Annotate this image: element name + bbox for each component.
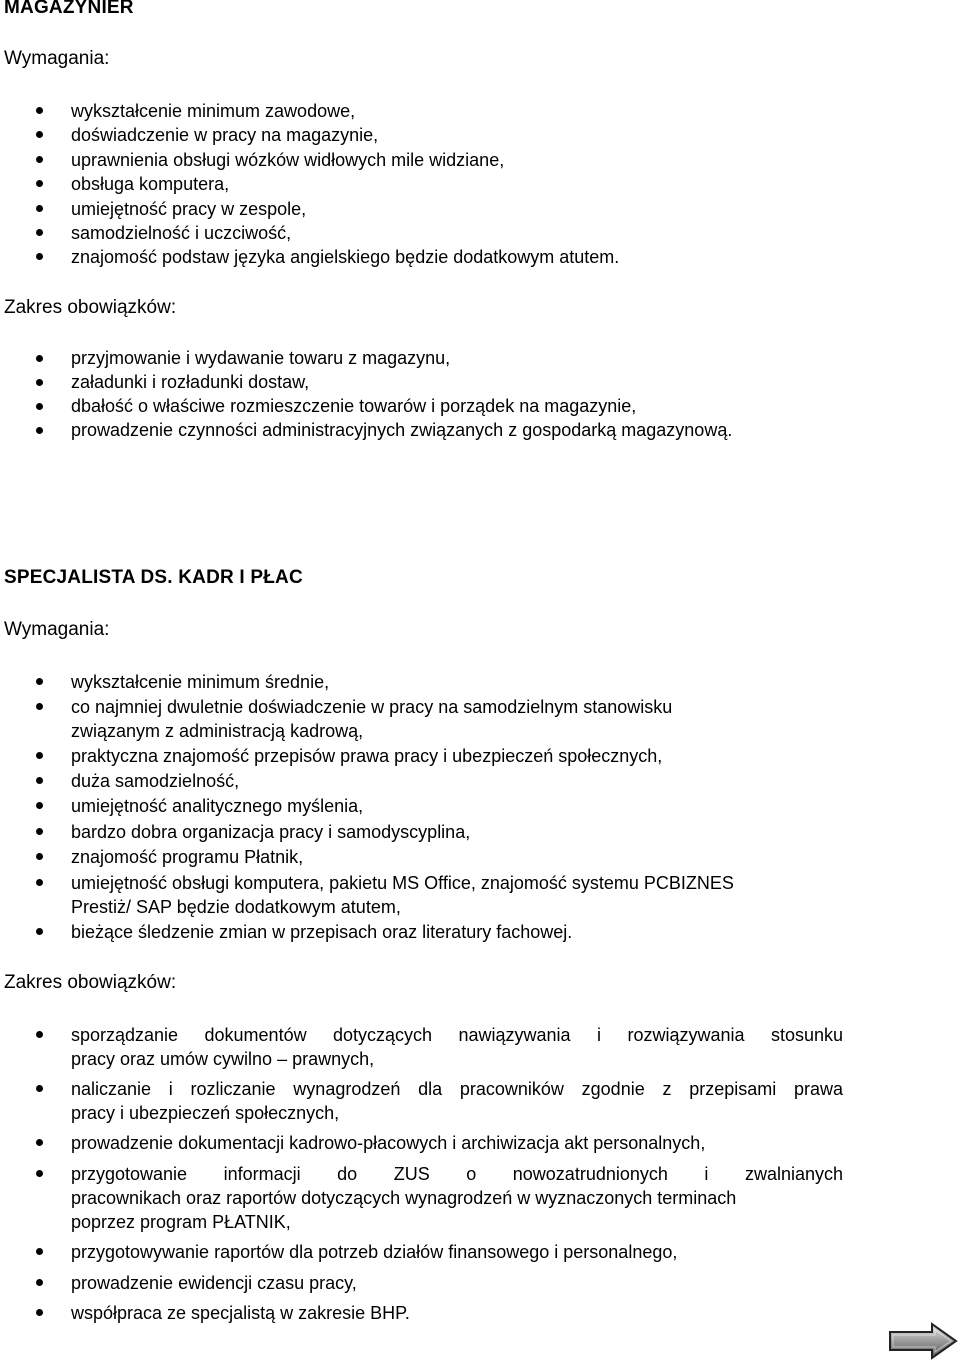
- list-item: współpraca ze specjalistą w zakresie BHP.: [71, 1303, 410, 1323]
- arrow-right-icon[interactable]: [888, 1322, 958, 1360]
- bullet: [36, 1085, 43, 1092]
- bullet: [36, 180, 43, 187]
- list-item: znajomość podstaw języka angielskiego będzie dodatkowym atutem.: [71, 247, 620, 267]
- section-title-specjalista: SPECJALISTA DS. KADR I PŁAC: [4, 567, 303, 588]
- bullet: [36, 752, 43, 759]
- bullet: [36, 1279, 43, 1286]
- list-item: umiejętność pracy w zespole,: [71, 199, 307, 219]
- bullet: [36, 678, 43, 685]
- bullet: [36, 1309, 43, 1316]
- list-item: samodzielność i uczciwość,: [71, 223, 292, 243]
- bullet: [36, 229, 43, 236]
- list-item: znajomość programu Płatnik,: [71, 847, 304, 867]
- bullet: [36, 802, 43, 809]
- bullet: [36, 1170, 43, 1177]
- list-item: sporządzanie dokumentów dotyczących nawiązywania i rozwiązywania stosunku: [71, 1025, 843, 1045]
- list-item-continuation: Prestiż/ SAP będzie dodatkowym atutem,: [71, 897, 401, 917]
- bullet: [36, 703, 43, 710]
- list-item: duża samodzielność,: [71, 771, 240, 791]
- list-item: wykształcenie minimum średnie,: [71, 672, 330, 692]
- list-item-continuation: pracy oraz umów cywilno – prawnych,: [71, 1049, 375, 1069]
- list-item: bieżące śledzenie zmian w przepisach oraz literatury fachowej.: [71, 922, 573, 942]
- list-item: uprawnienia obsługi wózków widłowych mile widziane,: [71, 150, 505, 170]
- list-item: załadunki i rozładunki dostaw,: [71, 372, 310, 392]
- list-item: umiejętność obsługi komputera, pakietu MS Office, znajomość systemu PCBIZNES: [71, 873, 734, 893]
- bullet: [36, 1248, 43, 1255]
- bullet: [36, 107, 43, 114]
- list-item: przyjmowanie i wydawanie towaru z magazynu,: [71, 348, 451, 368]
- bullet: [36, 1139, 43, 1146]
- list-item: umiejętność analitycznego myślenia,: [71, 796, 364, 816]
- list-item: obsługa komputera,: [71, 174, 230, 194]
- duties-heading: Zakres obowiązków:: [4, 297, 177, 318]
- bullet: [36, 928, 43, 935]
- bullet: [36, 379, 43, 386]
- bullet: [36, 403, 43, 410]
- section-title-magazynier: MAGAZYNIER: [4, 0, 134, 18]
- list-item: praktyczna znajomość przepisów prawa pracy i ubezpieczeń społecznych,: [71, 746, 663, 766]
- list-item-continuation: pracownikach oraz raportów dotyczących wynagrodzeń w wyznaczonych terminach: [71, 1188, 737, 1208]
- bullet: [36, 777, 43, 784]
- list-item: co najmniej dwuletnie doświadczenie w pracy na samodzielnym stanowisku: [71, 697, 673, 717]
- list-item: wykształcenie minimum zawodowe,: [71, 101, 356, 121]
- list-item: doświadczenie w pracy na magazynie,: [71, 125, 379, 145]
- requirements-heading: Wymagania:: [4, 619, 110, 640]
- bullet: [36, 828, 43, 835]
- duties-heading: Zakres obowiązków:: [4, 972, 177, 993]
- bullet: [36, 879, 43, 886]
- list-item: dbałość o właściwe rozmieszczenie towarów i porządek na magazynie,: [71, 396, 637, 416]
- list-item: bardzo dobra organizacja pracy i samodyscyplina,: [71, 822, 471, 842]
- bullet: [36, 1031, 43, 1038]
- requirements-heading: Wymagania:: [4, 48, 110, 69]
- bullet: [36, 427, 43, 434]
- bullet: [36, 853, 43, 860]
- bullet: [36, 205, 43, 212]
- list-item-continuation: pracy i ubezpieczeń społecznych,: [71, 1103, 340, 1123]
- bullet: [36, 156, 43, 163]
- list-item: prowadzenie czynności administracyjnych związanych z gospodarką magazynową.: [71, 420, 733, 440]
- list-item-continuation: związanym z administracją kadrową,: [71, 721, 364, 741]
- list-item-continuation: poprzez program PŁATNIK,: [71, 1212, 291, 1232]
- list-item: naliczanie i rozliczanie wynagrodzeń dla pracowników zgodnie z przepisami prawa: [71, 1079, 843, 1099]
- bullet: [36, 253, 43, 260]
- list-item: prowadzenie ewidencji czasu pracy,: [71, 1273, 357, 1293]
- list-item: prowadzenie dokumentacji kadrowo-płacowych i archiwizacja akt personalnych,: [71, 1133, 706, 1153]
- list-item: przygotowanie informacji do ZUS o nowozatrudnionych i zwalnianych: [71, 1164, 843, 1184]
- list-item: przygotowywanie raportów dla potrzeb działów finansowego i personalnego,: [71, 1242, 678, 1262]
- bullet: [36, 131, 43, 138]
- bullet: [36, 355, 43, 362]
